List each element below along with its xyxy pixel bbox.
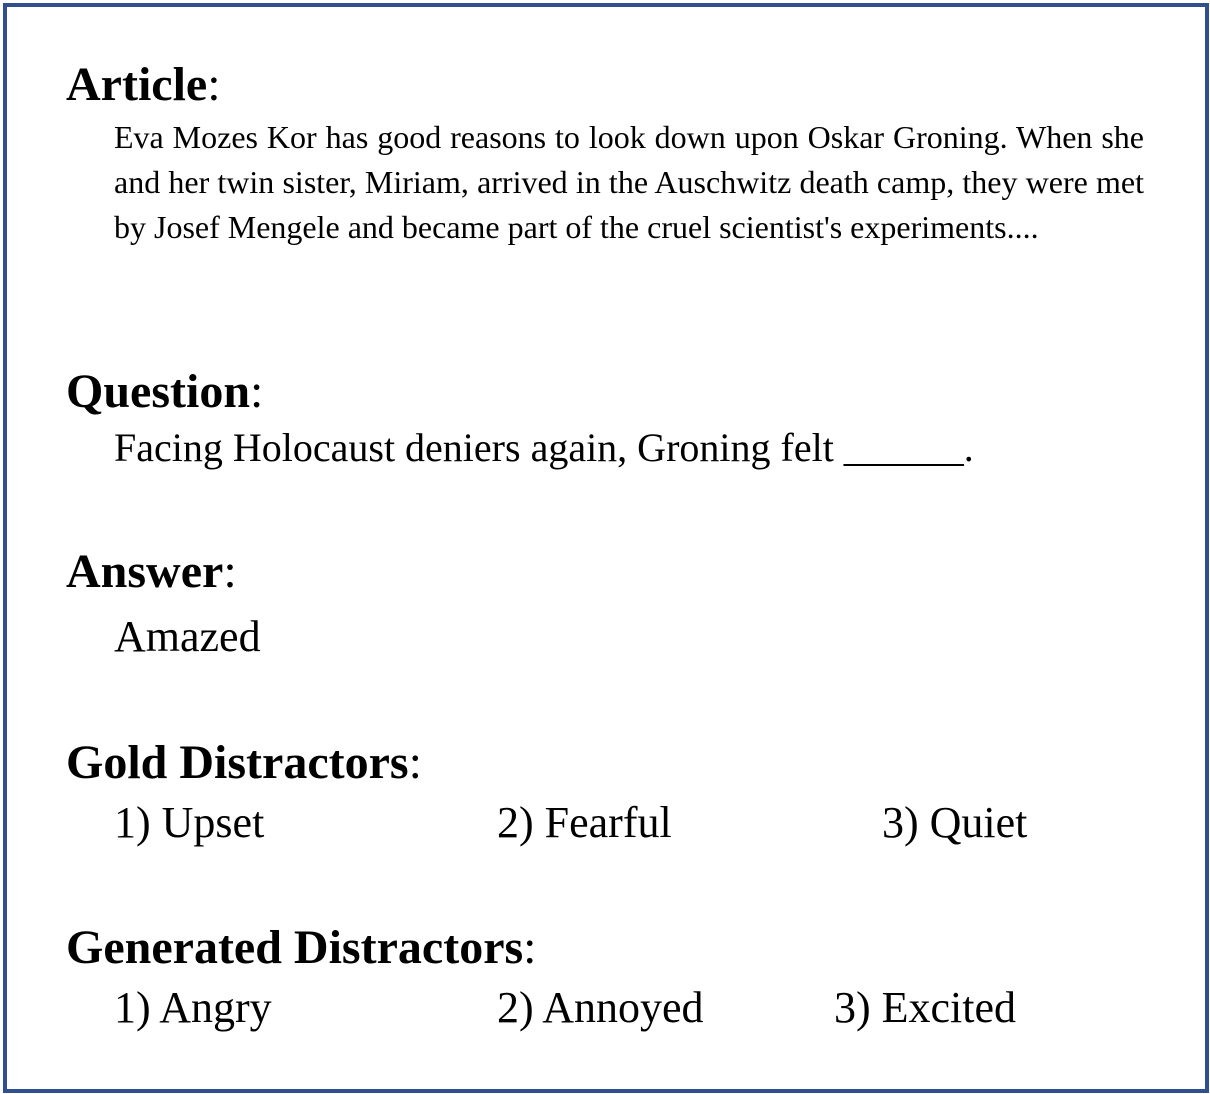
question-text: Facing Holocaust deniers again, Groning felt ______.: [114, 425, 974, 470]
generated-distractor-2: 2) Annoyed: [497, 983, 704, 1032]
article-text: Eva Mozes Kor has good reasons to look down upon Oskar Groning. When she and her twin sister, Miriam, arrived in the Auschwitz death camp, they were met by Josef Mengele and became part of the cruel scientist's experiments....: [114, 119, 1144, 245]
article-heading: Article:: [66, 58, 221, 111]
generated-distractor-3: 3) Excited: [834, 983, 1017, 1032]
generated-distractors-heading: Generated Distractors:: [66, 921, 537, 974]
gold-distractor-3: 3) Quiet: [882, 798, 1028, 847]
article-heading-label: Article: [66, 58, 208, 111]
answer-text: Amazed: [114, 612, 261, 661]
question-heading: Question:: [66, 365, 264, 418]
gold-distractors-heading: Gold Distractors:: [66, 736, 422, 789]
generated-distractors-heading-label: Generated Distractors: [66, 921, 524, 974]
answer-heading: Answer:: [66, 545, 237, 598]
generated-distractor-1: 1) Angry: [114, 983, 272, 1032]
question-heading-label: Question: [66, 365, 251, 418]
answer-heading-label: Answer: [66, 545, 224, 598]
gold-distractor-2: 2) Fearful: [497, 798, 672, 847]
gold-distractors-heading-label: Gold Distractors: [66, 736, 409, 789]
gold-distractor-1: 1) Upset: [114, 798, 265, 847]
